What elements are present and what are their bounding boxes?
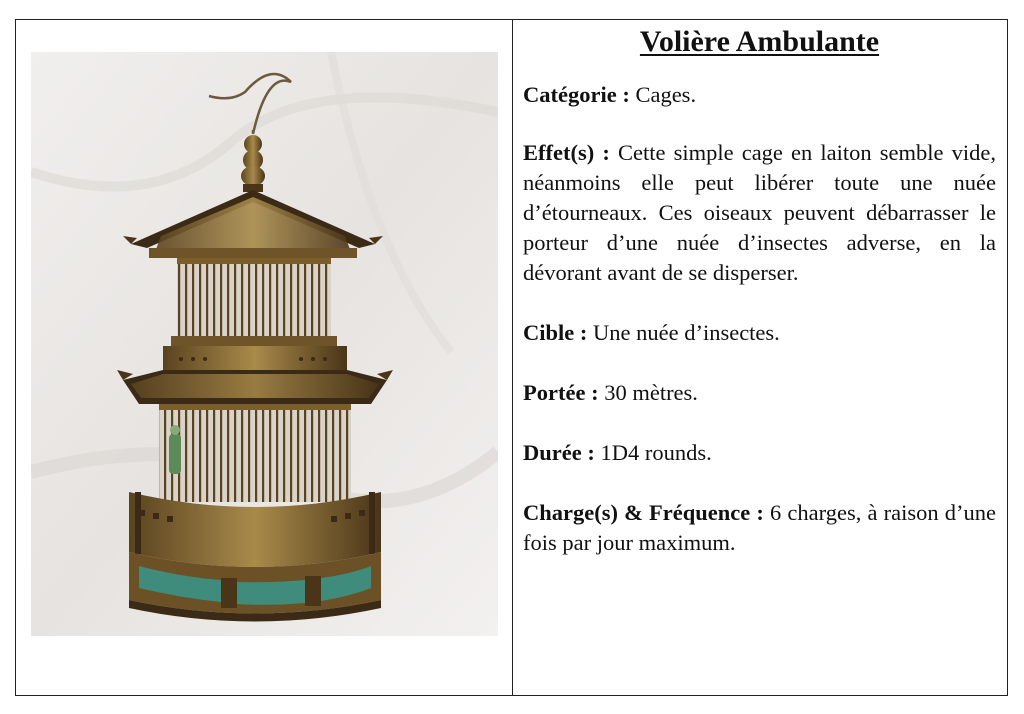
field-label: Cible : [523,320,588,345]
field-value: Une nuée d’insectes. [587,320,780,345]
field-value: 1D4 rounds. [594,440,712,465]
field-portee [523,378,996,408]
field-charges-frequence [523,498,996,558]
field-label: Catégorie : [523,82,630,107]
field-label: Portée : [523,380,599,405]
field-label: Durée : [523,440,595,465]
field-value: 30 mètres. [598,380,698,405]
birdcage-photo [31,52,498,636]
item-card [15,19,1008,696]
field-duree [523,438,996,468]
field-value: 6 charges, à raison d’une fois par jour maximum. [523,500,996,555]
item-title: Volière Ambulante [639,25,880,58]
field-label: Charge(s) & Fréquence : [523,500,764,525]
field-value: Cages. [629,82,697,107]
field-cible [523,318,996,348]
image-cell [16,20,513,695]
field-value: Cette simple cage en laiton semble vide, néanmoins elle peut libérer toute une nuée d’étourneaux. Ces oiseaux peuvent débarrasser le porteur d’une nuée d’insectes adverse, en la dévorant avant de se disperser. [523,140,996,285]
description-cell [513,20,1007,695]
field-categorie [523,80,996,110]
field-effets [523,138,996,288]
field-label: Effet(s) : [523,140,610,165]
